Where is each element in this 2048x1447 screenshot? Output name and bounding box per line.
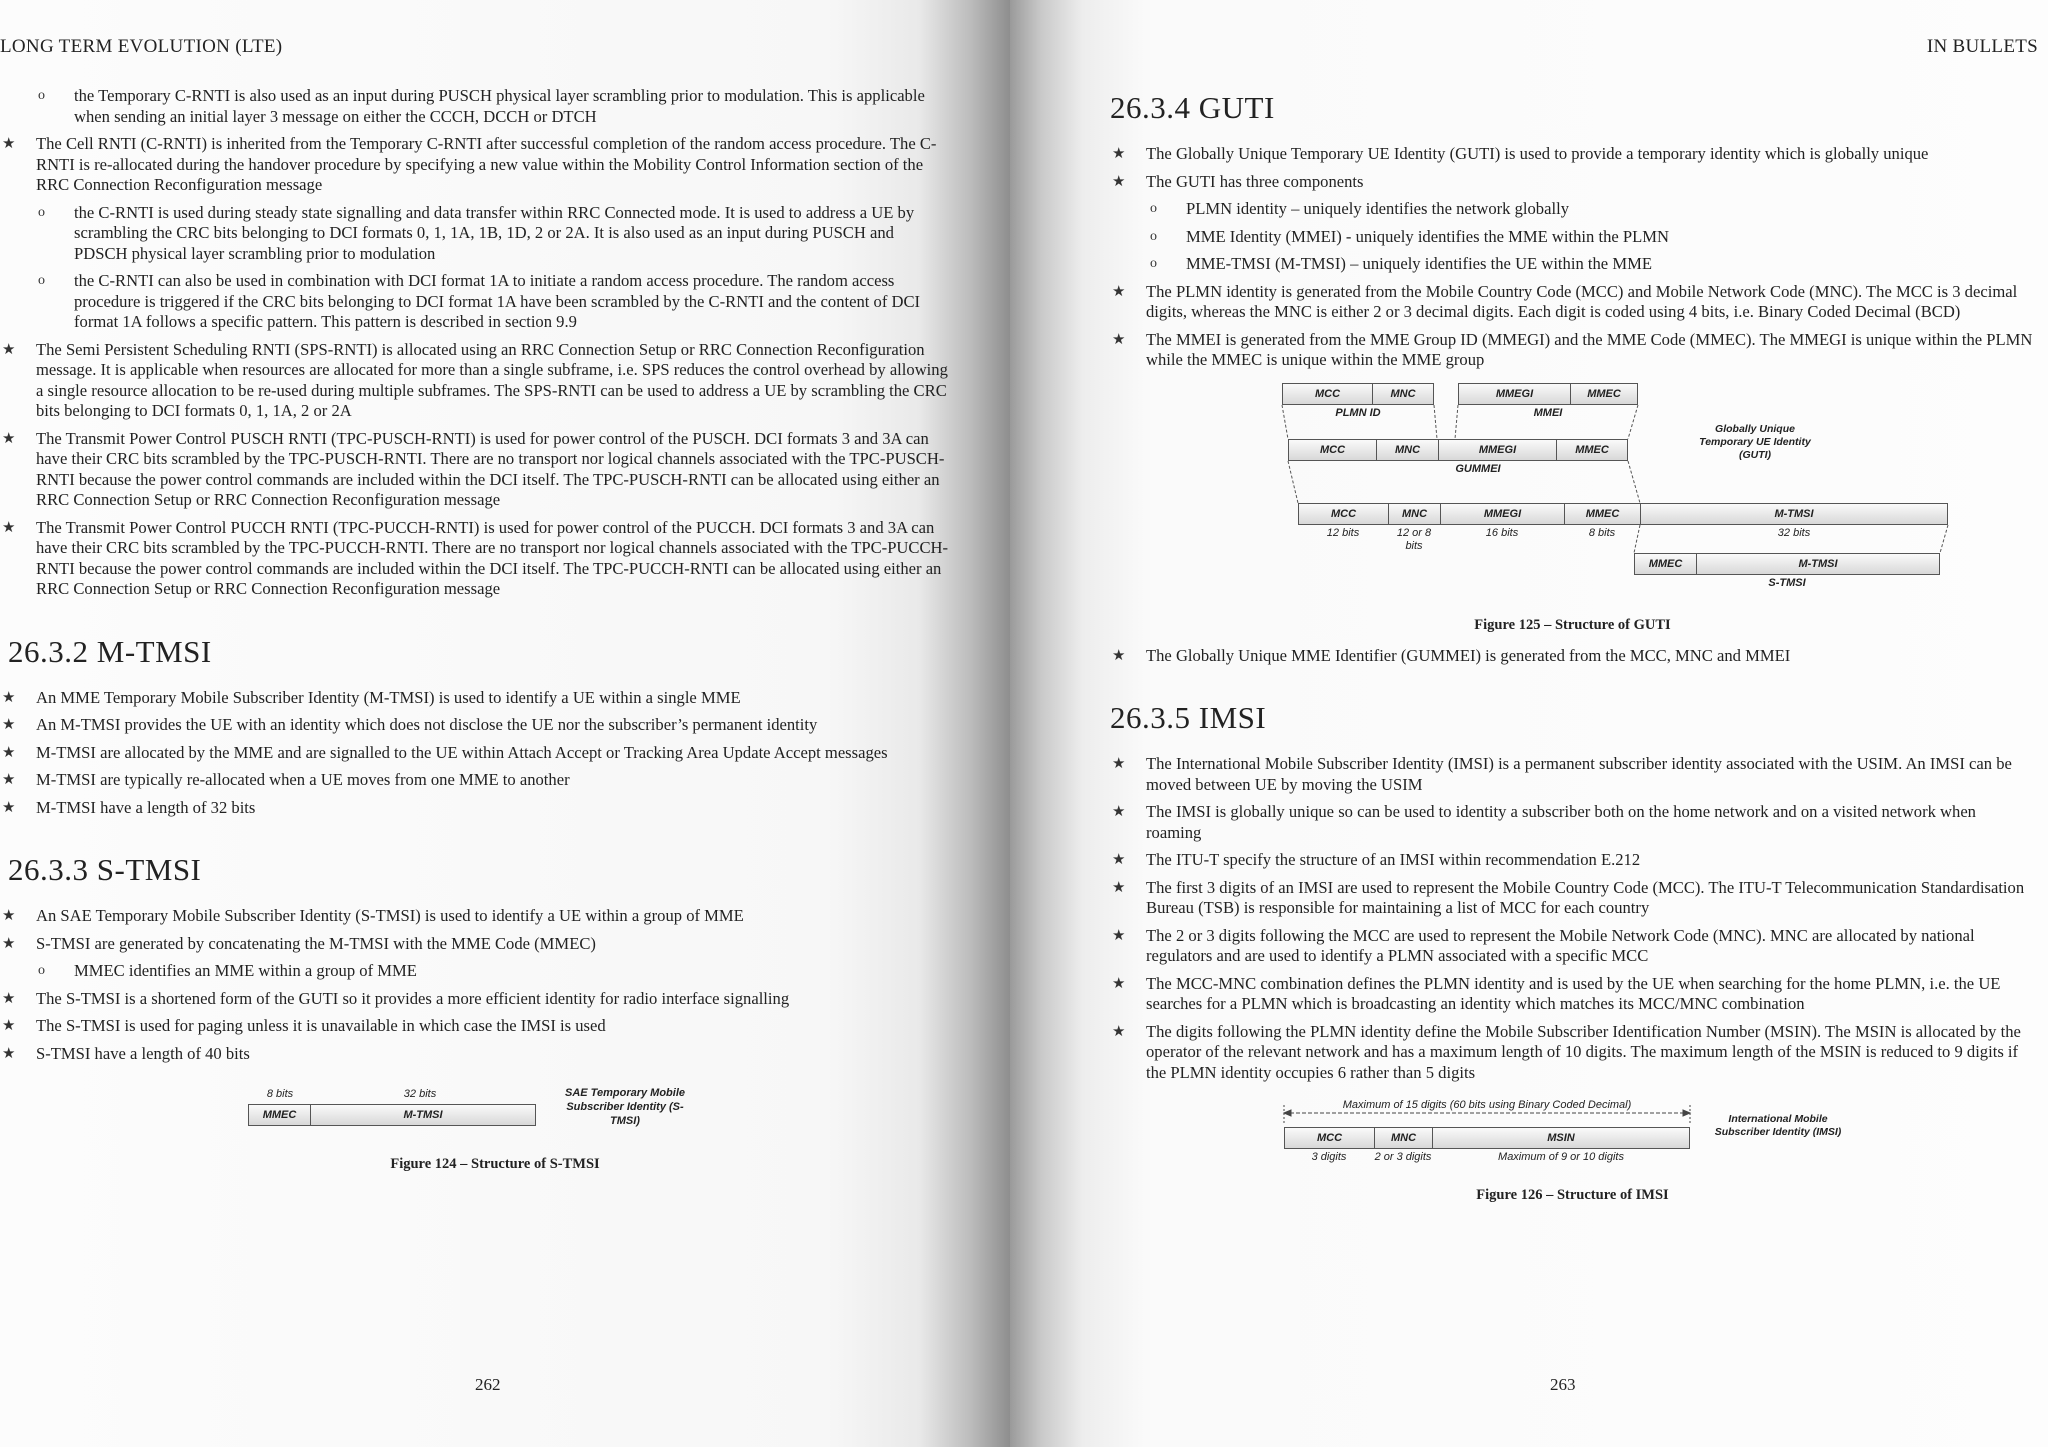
imsi-side-label: International Mobile Subscriber Identity (IMSI) [1714,1113,1842,1138]
page-number: 263 [1550,1375,1576,1394]
list-item-text: PLMN identity – uniquely identifies the network globally [1186,199,1569,218]
star-bullet-icon: ★ [1112,804,1126,820]
imsi-diagram [1110,1099,2035,1185]
right-page-content [1110,90,2035,1204]
field-mmegi: MMEGI [1441,504,1565,524]
bullet-list-item [0,798,950,819]
guti-side-label: Globally Unique Temporary UE Identity (GUTI) [1699,422,1811,461]
bullet-list-item [0,688,950,709]
s-tmsi-field-row [248,1104,536,1126]
bullet-list-item [1110,646,2035,667]
field-mcc: MCC [1283,384,1373,404]
section-heading-s-tmsi: 26.3.3 S-TMSI [8,852,202,887]
star-bullet-icon: ★ [1112,647,1126,664]
list-item-text: An MME Temporary Mobile Subscriber Identity (M-TMSI) is used to identify a UE within a single MME [36,687,741,707]
list-item-text: The International Mobile Subscriber Identity (IMSI) is a permanent subscriber identity associated with the USIM. An IMSI can be moved between UE by moving the USIM [1146,754,2012,794]
star-bullet-icon: ★ [2,772,16,788]
bullet-list-item [0,1044,950,1065]
star-bullet-icon: ★ [1112,927,1126,944]
bullet-list-item [0,340,950,422]
left-page-content [0,86,950,1173]
figure-124 [0,1086,950,1173]
star-bullet-icon: ★ [2,689,16,706]
mmei-label: MMEI [1533,406,1563,419]
bullet-list-item [1110,754,2035,795]
list-item-text: the C-RNTI can also be used in combination with DCI format 1A to initiate a random access procedure. The random access procedure is triggered if the CRC bits belonging to DCI format 1A have been scrambled by the C-RNTI and the content of DCI format 1A follows a specific pattern. This pattern is described in section 9.9 [74,271,921,331]
list-item-text: M-TMSI are allocated by the MME and are signalled to the UE within Attach Accept or Tracking Area Update Accept messages [36,742,888,762]
list-item-text: The Cell RNTI (C-RNTI) is inherited from the Temporary C-RNTI after successful completion of the random access procedure. The C-RNTI is re-allocated during the handover procedure by specifying a new value within the Mobility Control Information section of the RRC Connection Reconfiguration message [36,134,937,194]
list-item-text: The IMSI is globally unique so can be used to identity a subscriber both on the home network and on a visited network when roaming [1146,802,1976,842]
running-header: LONG TERM EVOLUTION (LTE) [0,36,283,57]
star-bullet-icon: ★ [1112,975,1126,992]
bullet-list-item [0,715,950,736]
bits-mcc: 12 bits [1326,526,1360,539]
list-item-text: The MCC-MNC combination defines the PLMN identity and is used by the UE when searching for the home PLMN, i.e. the UE searches for a PLMN which is broadcasting an identity which matches its MCC/MNC combination [1146,973,2001,1013]
list-item-text: The S-TMSI is a shortened form of the GUTI so it provides a more efficient identity for radio interface signalling [36,988,790,1008]
star-bullet-icon: ★ [2,908,16,924]
star-bullet-icon: ★ [2,519,16,536]
field-mmec: MMEC [249,1105,311,1125]
list-item-text: The Globally Unique Temporary UE Identity (GUTI) is used to provide a temporary identity which is globally unique [1146,144,1929,163]
list-item-text: The GUTI has three components [1146,171,1364,191]
gummei-bullet-list [1110,646,2035,667]
bullet-list-item [0,743,950,764]
bullet-list-item [1110,926,2035,967]
field-mnc: MNC [1377,440,1439,460]
star-bullet-icon: ★ [1112,756,1126,772]
sub-list-item [0,86,950,127]
imsi-field-row [1284,1127,1690,1149]
right-page [1010,0,2048,1447]
list-item-text: MMEC identifies an MME within a group of MME [74,961,417,980]
sub-list-item [0,271,950,333]
list-item-text: The first 3 digits of an IMSI are used to represent the Mobile Country Code (MCC). The ITU-T Telecommunication Standardisation Bureau (TSB) is responsible for maintaining a list of MCC for each country [1146,877,2025,917]
bullet-list-item [1110,878,2035,919]
list-item-text: M-TMSI have a length of 32 bits [36,797,256,817]
guti-diagram [1110,383,2035,611]
bullet-list-item [1110,1022,2035,1084]
list-item-text: The Semi Persistent Scheduling RNTI (SPS-RNTI) is allocated using an RRC Connection Setup or RRC Connection Reconfiguration message. It is applicable when resources are allocated for more than a single subframe, i.e. SPS reduces the control overhead by allowing a single resource allocation to be re-used during multiple subframes. The SPS-RNTI can be used to address a UE by scrambling the CRC bits belonging to DCI formats 0, 1, 1A, 2 or 2A [36,339,948,420]
field-mmec: MMEC [1575,443,1609,456]
field-m-tmsi: M-TMSI [403,1109,443,1121]
star-bullet-icon: ★ [1112,331,1126,348]
bullet-list-item [1110,144,2035,165]
star-bullet-icon: ★ [2,1045,16,1062]
digits-mcc: 3 digits [1311,1151,1347,1163]
circle-bullet-icon: o [1150,228,1157,244]
s-tmsi-diagram [0,1086,950,1150]
circle-bullet-icon: o [38,963,45,978]
field-mnc: MNC [1375,1128,1433,1148]
s-tmsi-row [1634,553,1940,575]
list-item-text: the C-RNTI is used during steady state signalling and data transfer within RRC Connected mode. It is used to address a UE by scrambling the CRC bits belonging to DCI formats 0, 1, 1A, 1B, 1D, 2 or 2A. It is also used as an input during PUSCH and PDSCH physical layer scrambling prior to modulation [74,202,915,263]
star-bullet-icon: ★ [1112,852,1126,868]
sub-list-item [0,203,950,265]
bullet-list-item [0,770,950,791]
bits-label-m-tmsi: 32 bits [403,1088,437,1100]
figure-125-caption: Figure 125 – Structure of GUTI [1474,616,1671,633]
field-mmec: MMEC [1635,554,1697,574]
field-mnc: MNC [1390,387,1416,400]
list-item-text: The Transmit Power Control PUSCH RNTI (TPC-PUSCH-RNTI) is used for power control of the PUSCH. DCI formats 3 and 3A can have their CRC bits scrambled by the TPC-PUSCH-RNTI. There are no transport nor logical channels associated with the TPC-PUSCH-RNTI because the power control commands are included within the DCI itself. The TPC-PUSCH-RNTI can be allocated using either an RRC Connection Setup or RRC Connection Reconfiguration message [36,428,945,509]
field-mcc: MCC [1289,440,1377,460]
list-item-text: The ITU-T specify the structure of an IMSI within recommendation E.212 [1146,850,1641,869]
star-bullet-icon: ★ [2,1018,16,1034]
list-item-text: S-TMSI have a length of 40 bits [36,1043,250,1063]
figure-126-caption: Figure 126 – Structure of IMSI [1476,1187,1669,1203]
section-heading-guti: 26.3.4 GUTI [1110,90,1275,125]
circle-bullet-icon: o [38,204,45,220]
circle-bullet-icon: o [38,88,45,103]
bullet-list-item [0,989,950,1010]
circle-bullet-icon: o [1150,201,1157,216]
digits-mnc: 2 or 3 digits [1374,1151,1432,1163]
bits-mmegi: 16 bits [1485,526,1519,539]
s-tmsi-side-label: SAE Temporary Mobile Subscriber Identity (S-TMSI) [565,1087,686,1127]
circle-bullet-icon: o [1150,256,1157,271]
field-mmec: MMEC [1565,504,1641,524]
bullet-list-item [0,134,950,196]
bits-m-tmsi: 32 bits [1777,526,1811,539]
bullet-list-item [1110,282,2035,323]
bullet-list-item [1110,850,2035,871]
s-tmsi-bullet-list [0,906,950,1064]
plmn-id-label: PLMN ID [1335,406,1381,419]
bullet-list-item [1110,172,2035,193]
star-bullet-icon: ★ [2,799,16,816]
figure-124-caption: Figure 124 – Structure of S-TMSI [390,1156,600,1172]
star-bullet-icon: ★ [2,341,16,358]
guti-bullet-list [1110,144,2035,371]
field-m-tmsi: M-TMSI [1798,557,1838,570]
field-mcc: MCC [1299,504,1389,524]
star-bullet-icon: ★ [2,430,16,447]
list-item-text: S-TMSI are generated by concatenating the M-TMSI with the MME Code (MMEC) [36,933,596,953]
section-heading-m-tmsi: 26.3.2 M-TMSI [8,633,212,669]
field-mnc: MNC [1389,504,1441,524]
field-mmegi: MMEGI [1439,440,1557,460]
star-bullet-icon: ★ [2,136,16,152]
bullet-list-item [0,429,950,511]
field-mcc: MCC [1285,1128,1375,1148]
list-item-text: An M-TMSI provides the UE with an identity which does not disclose the UE nor the subscriber’s permanent identity [36,715,818,734]
mmei-row [1458,383,1638,405]
gummei-row [1288,439,1628,461]
list-item-text: MME-TMSI (M-TMSI) – uniquely identifies the UE within the MME [1186,254,1652,273]
bits-mnc: 12 or 8 bits [1396,526,1432,552]
bullet-list-item [0,906,950,927]
imsi-bullet-list [1110,754,2035,1083]
running-header: IN BULLETS [1926,36,2038,57]
list-item-text: The PLMN identity is generated from the Mobile Country Code (MCC) and Mobile Network Code (MNC). The MCC is 3 decimal digits, whereas the MNC is either 2 or 3 decimal digits. Each digit is coded using 4 bits, i.e. Binary Coded Decimal (BCD) [1146,281,2018,321]
guti-row [1298,503,1948,525]
imsi-max-digits-label: Maximum of 15 digits (60 bits using Binary Coded Decimal) [1342,1099,1632,1111]
bullet-list-item [0,934,950,955]
sub-list-item [1110,227,2035,248]
star-bullet-icon: ★ [2,717,16,733]
list-item-text: the Temporary C-RNTI is also used as an input during PUSCH physical layer scrambling prior to modulation. This is applicable when sending an initial layer 3 message on either the CCCH, DCCH or DTCH [74,86,925,126]
field-msin: MSIN [1547,1132,1575,1144]
sub-list-item [0,961,950,982]
section-heading-imsi: 26.3.5 IMSI [1110,700,1267,735]
bullet-list-item [0,1016,950,1037]
list-item-text: M-TMSI are typically re-allocated when a UE moves from one MME to another [36,770,570,789]
bullet-list-item [1110,330,2035,371]
plmn-id-row [1282,383,1434,405]
star-bullet-icon: ★ [2,990,16,1007]
sub-list-item [1110,254,2035,275]
bullet-list-item [0,518,950,600]
left-page [0,0,1010,1447]
rnti-bullet-list [0,86,950,600]
bits-label-mmec: 8 bits [266,1088,294,1100]
circle-bullet-icon: o [38,273,45,288]
list-item-text: The digits following the PLMN identity define the Mobile Subscriber Identification Number (MSIN). The MSIN is allocated by the operator of the relevant network and has a maximum length of 10 digits. The maximum length of the MSIN is reduced to 9 digits if the PLMN identity occupies 6 rather than 5 digits [1146,1021,2021,1082]
star-bullet-icon: ★ [1112,1023,1126,1040]
gummei-label: GUMMEI [1455,462,1501,475]
m-tmsi-bullet-list [0,688,950,819]
star-bullet-icon: ★ [1112,146,1126,162]
star-bullet-icon: ★ [2,744,16,761]
bullet-list-item [1110,802,2035,843]
star-bullet-icon: ★ [1112,283,1126,300]
bits-mmec: 8 bits [1588,526,1616,539]
field-mmec: MMEC [1587,387,1621,400]
star-bullet-icon: ★ [2,935,16,952]
digits-msin: Maximum of 9 or 10 digits [1498,1151,1624,1163]
s-tmsi-label: S-TMSI [1768,576,1806,589]
field-m-tmsi: M-TMSI [1774,507,1814,520]
field-mmegi: MMEGI [1459,384,1571,404]
list-item-text: The MMEI is generated from the MME Group ID (MMEGI) and the MME Code (MMEC). The MMEGI is unique within the PLMN while the MMEC is unique within the MME group [1146,329,2033,369]
list-item-text: The Globally Unique MME Identifier (GUMMEI) is generated from the MCC, MNC and MMEI [1146,645,1791,665]
page-number: 262 [475,1375,501,1394]
list-item-text: The 2 or 3 digits following the MCC are used to represent the Mobile Network Code (MNC). MNC are allocated by national regulators and are used to identify a PLMN associated with a specific MCC [1146,925,1975,965]
star-bullet-icon: ★ [1112,879,1126,896]
figure-125 [1110,383,2035,634]
sub-list-item [1110,199,2035,220]
bullet-list-item [1110,974,2035,1015]
list-item-text: MME Identity (MMEI) - uniquely identifies the MME within the PLMN [1186,226,1670,246]
figure-126 [1110,1099,2035,1204]
list-item-text: The Transmit Power Control PUCCH RNTI (TPC-PUCCH-RNTI) is used for power control of the PUCCH. DCI formats 3 and 3A can have their CRC bits scrambled by the TPC-PUCCH-RNTI. There are no transport nor logical channels associated with the TPC-PUCCH-RNTI because the power control commands are included within the DCI itself. The TPC-PUCCH-RNTI can be allocated using either an RRC Connection Setup or RRC Connection Reconfiguration message [36,517,949,598]
list-item-text: An SAE Temporary Mobile Subscriber Identity (S-TMSI) is used to identify a UE within a group of MME [36,906,744,925]
list-item-text: The S-TMSI is used for paging unless it is unavailable in which case the IMSI is used [36,1016,606,1035]
star-bullet-icon: ★ [1112,173,1126,190]
